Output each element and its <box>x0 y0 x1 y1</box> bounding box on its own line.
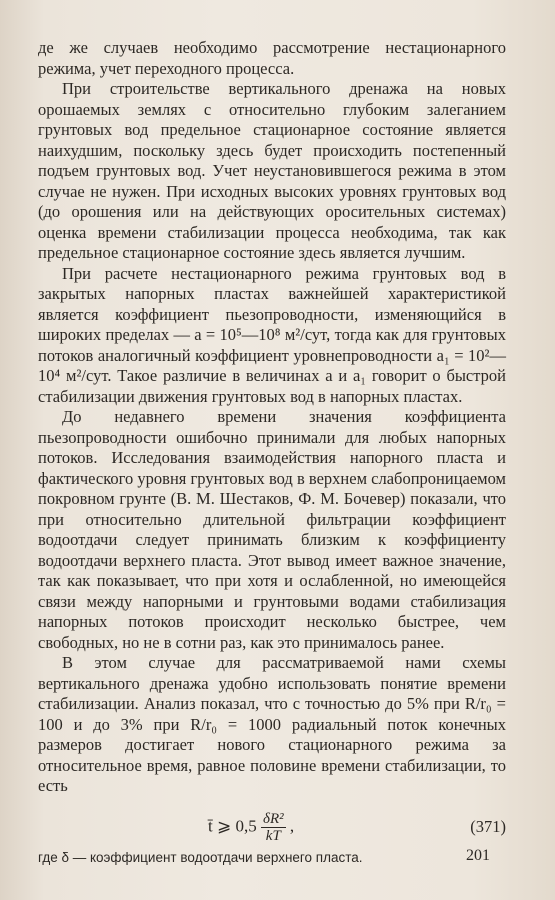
formula-fraction <box>261 811 286 844</box>
equation-number: (371) <box>470 816 506 836</box>
body-text <box>38 38 506 867</box>
formula-denominator: kT <box>265 827 281 844</box>
paragraph-2: При строительстве вертикального дренажа на новых орошаемых землях с относительно глубоким залеганием грунтовых вод предельное стационарное состояние является наихудшим, поскольку здесь будет происходить постепенный подъем грунтовых вод. Учет неустановившегося режима в этом случае не нужен. При исходных высоких уровнях грунтовых вод (до орошения или на действующих оросительных системах) оценка времени стабилизации процесса необходима, так как предельное стационарное состояние здесь является лучшим. <box>38 79 506 262</box>
formula-371 <box>38 803 506 849</box>
footnote: где δ — коэффициент водоотдачи верхнего пласта. <box>38 849 363 865</box>
paragraph-3: При расчете нестационарного режима грунтовых вод в закрытых напорных пластах важнейшей характеристикой является коэффициент пьезопроводности, изменяющийся в широких пределах — a = 10⁵—10⁸ м²/сут, тогда как для грунтовых потоков аналогичный коэффициент уровнепроводности a₁ = 10²—10⁴ м²/сут. Такое различие в величинах a и a₁ говорит о быстрой стабилизации движения грунтовых вод в напорных пластах. <box>38 263 506 406</box>
page-number: 201 <box>466 847 490 864</box>
formula-expression <box>208 811 294 844</box>
formula-tail: , <box>289 815 295 835</box>
paragraph-5: В этом случае для рассматриваемой нами схемы вертикального дренажа удобно использовать понятие времени стабилизации. Анализ показал, что с точностью до 5% при R/r₀ = 100 и до 3% при R/r₀ = 1000 радиальный поток конечных размеров достигает нового стационарного режима за относительное время, равное половине времени стабилизации, то есть <box>38 653 506 795</box>
paragraph-4: До недавнего времени значения коэффициента пьезопроводности ошибочно принимали для любых напорных потоков. Исследования взаимодействия напорного пласта и фактического уровня грунтовых вод в верхнем слабопроницаемом покровном грунте (В. М. Шестаков, Ф. М. Бочевер) показали, что при относительно длительной фильтрации коэффициент водоотдачи следует принимать близким к коэффициенту водоотдачи верхнего пласта. Этот вывод имеет важное значение, так как показывает, что при хотя и ослабленной, но имеющейся связи между напорными и грунтовыми водами стабилизация напорных потоков происходит несколько быстрее, чем свободных, но не в сотни раз, как это принималось ранее. <box>38 407 506 652</box>
paragraph-1: де же случаев необходимо рассмотрение нестационарного режима, учет переходного процесса. <box>38 38 506 78</box>
formula-lhs: t̄ ⩾ 0,5 <box>208 815 257 835</box>
formula-numerator: δR² <box>262 810 284 827</box>
